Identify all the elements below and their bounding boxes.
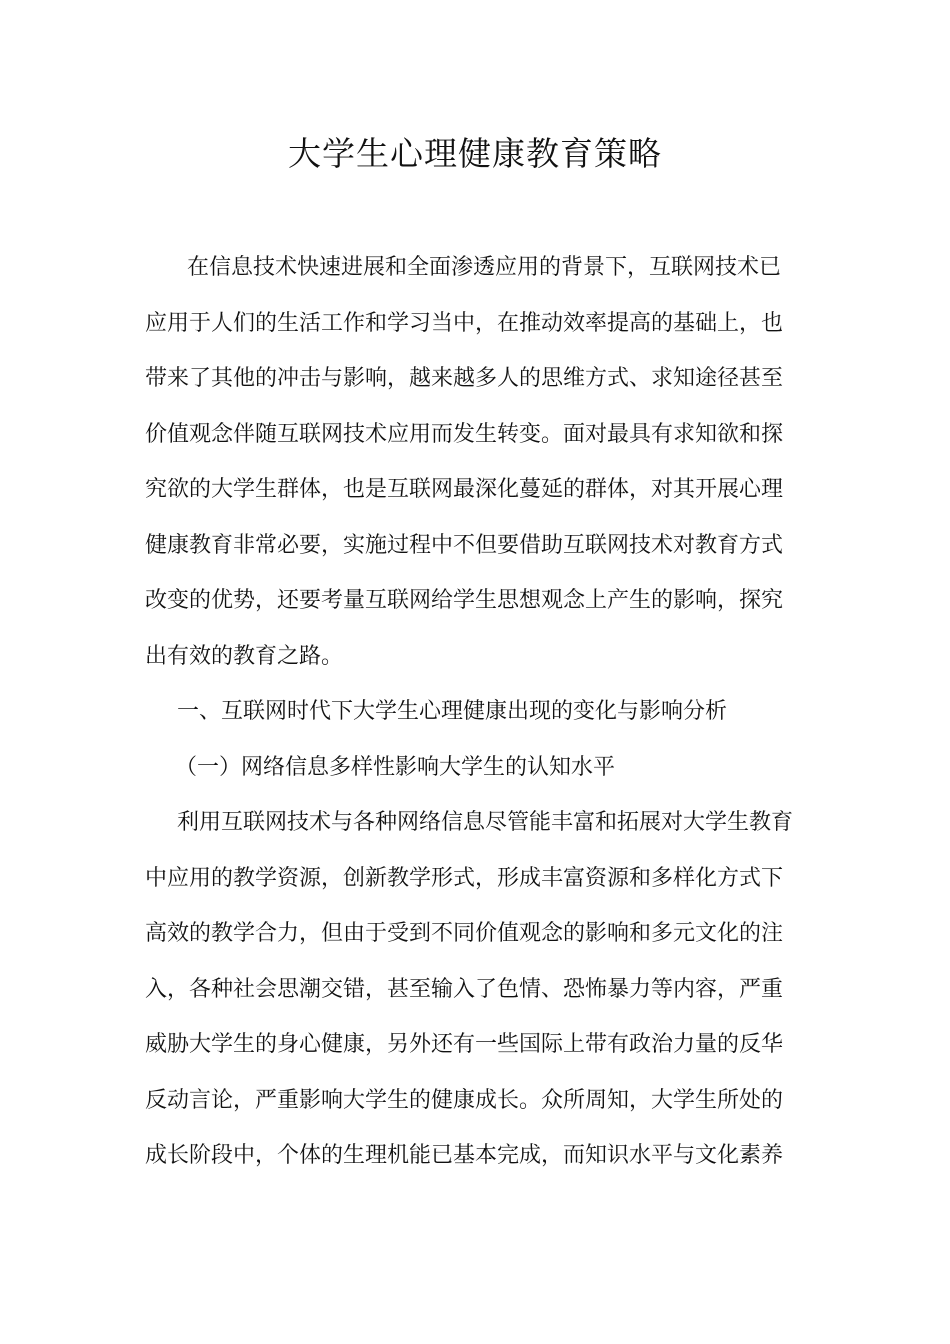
paragraph-line: 威胁大学生的身心健康，另外还有一些国际上带有政治力量的反华	[145, 1032, 784, 1057]
paragraph-line: 高效的教学合力，但由于受到不同价值观念的影响和多元文化的注	[145, 921, 784, 946]
subsection-heading: （一）网络信息多样性影响大学生的认知水平	[175, 754, 616, 780]
paragraph-line: 改变的优势，还要考量互联网给学生思想观念上产生的影响，探究	[145, 588, 784, 613]
paragraph-line: 究欲的大学生群体，也是互联网最深化蔓延的群体，对其开展心理	[145, 477, 784, 502]
paragraph-line: 利用互联网技术与各种网络信息尽管能丰富和拓展对大学生教育	[177, 810, 794, 835]
paragraph-line: 出有效的教育之路。	[145, 643, 344, 669]
paragraph-line: 带来了其他的冲击与影响，越来越多人的思维方式、求知途径甚至	[145, 366, 784, 391]
paragraph-line: 反动言论，严重影响大学生的健康成长。众所周知，大学生所处的	[145, 1087, 784, 1113]
paragraph-line: 应用于人们的生活工作和学习当中，在推动效率提高的基础上，也	[145, 310, 784, 336]
document-title: 大学生心理健康教育策略	[288, 134, 662, 173]
intro-paragraph	[145, 240, 805, 684]
paragraph-line: 健康教育非常必要，实施过程中不但要借助互联网技术对教育方式	[145, 532, 784, 558]
paragraph-line: 入，各种社会思潮交错，甚至输入了色情、恐怖暴力等内容，严重	[145, 976, 784, 1002]
document-body	[145, 240, 805, 1184]
section-heading: 一、互联网时代下大学生心理健康出现的变化与影响分析	[177, 699, 728, 724]
body-paragraph	[145, 795, 805, 1184]
section-heading-block	[145, 684, 805, 740]
paragraph-line: 成长阶段中，个体的生理机能已基本完成，而知识水平与文化素养	[145, 1143, 784, 1168]
paragraph-line: 在信息技术快速进展和全面渗透应用的背景下，互联网技术已	[187, 255, 782, 280]
subsection-heading-block	[145, 740, 805, 796]
paragraph-line: 中应用的教学资源，创新教学形式，形成丰富资源和多样化方式下	[145, 865, 784, 891]
paragraph-line: 价值观念伴随互联网技术应用而发生转变。面对最具有求知欲和探	[145, 421, 784, 447]
